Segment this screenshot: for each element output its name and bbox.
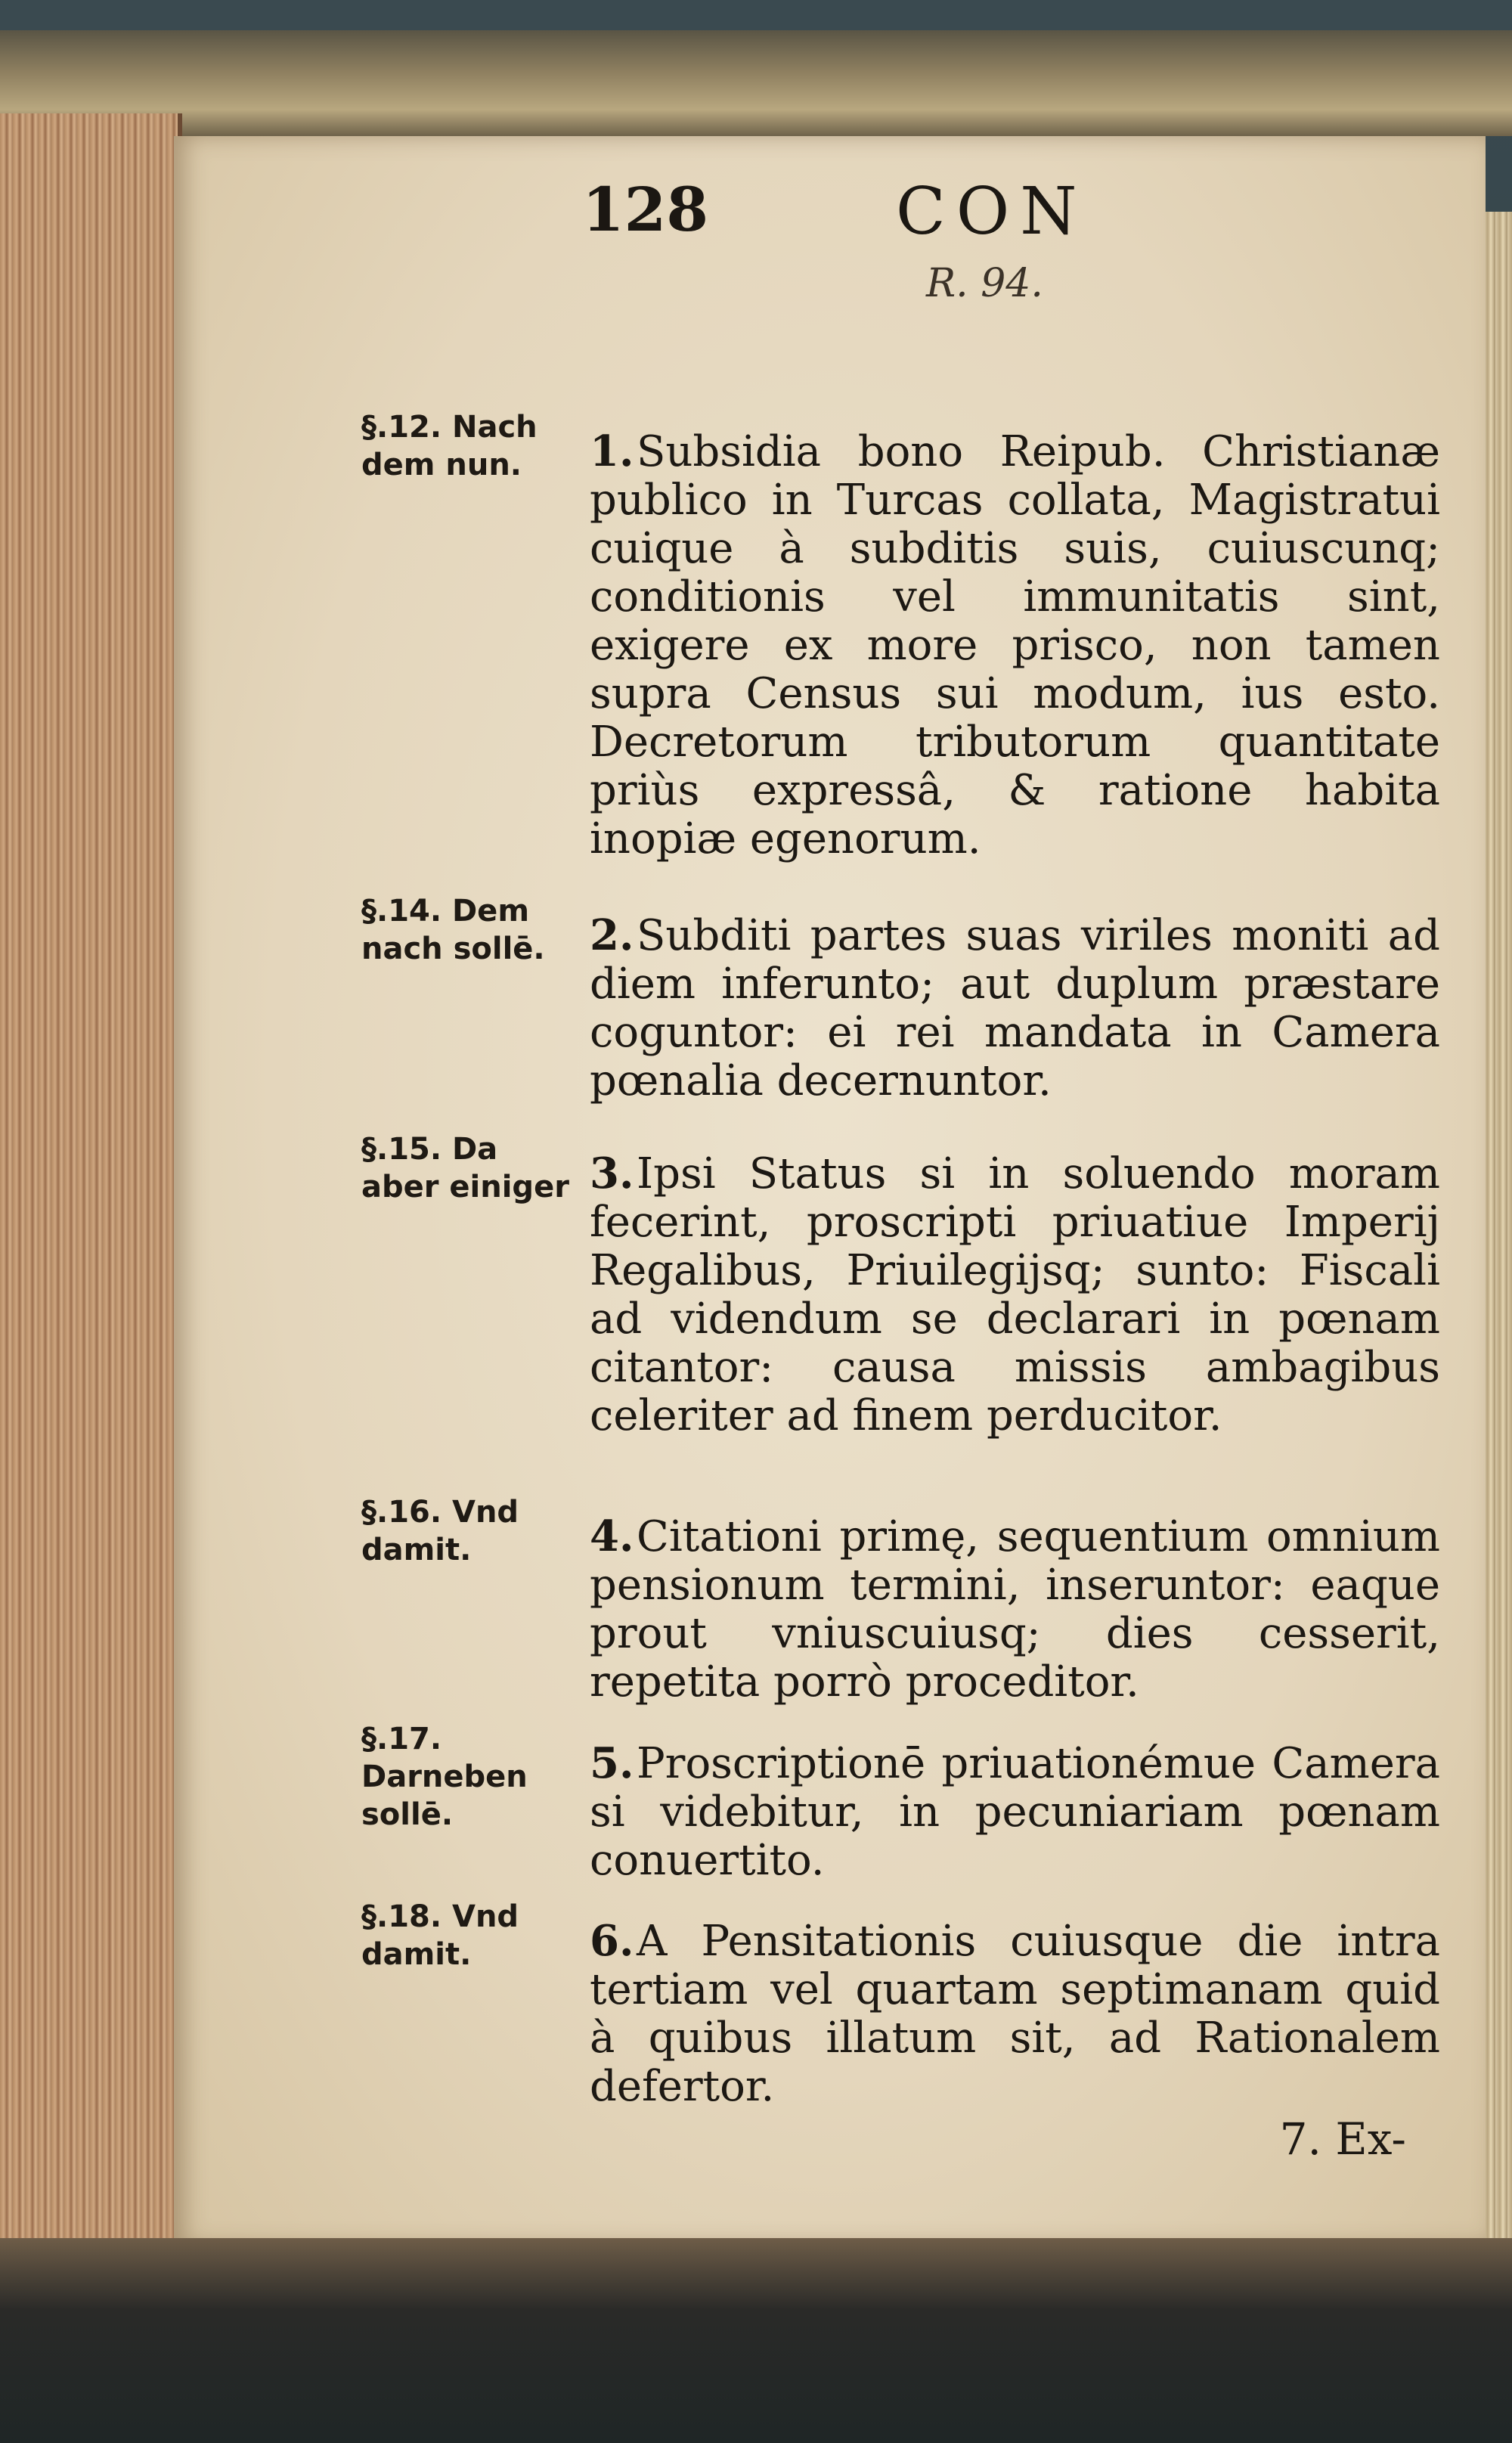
article	[590, 911, 1440, 1105]
article-text: Subditi partes suas viriles moniti ad diem inferunto; aut duplum præstare coguntor: ei rei mandata in Camera pœnalia decernuntor.	[590, 911, 1440, 1105]
article	[590, 1917, 1440, 2111]
article-number: 6.	[590, 1916, 634, 1966]
page-block-left	[0, 113, 182, 2246]
article-text: Proscriptionē priuationémue Camera si videbitur, in pecuniariam pœnam conuertito.	[590, 1739, 1440, 1885]
page-number: 128	[582, 174, 708, 245]
article	[590, 1512, 1440, 1707]
article	[590, 1739, 1440, 1885]
article-text: A Pensitationis cuiusque die intra tertiam vel quartam septimanam quid à quibus illatum sit, ad Rationalem defertor.	[590, 1917, 1440, 2111]
page-header	[0, 174, 1512, 306]
running-head: CON	[896, 174, 1088, 250]
margin-note: §.16. Vnd damit.	[361, 1495, 519, 1567]
book-bottom-edge	[0, 2238, 1512, 2443]
article-number: 5.	[590, 1738, 634, 1788]
article-text: Citationi primę, sequentium omnium pensionum termini, inseruntor: eaque prout vniuscuiusq; dies cesserit, repetita porrò proceditor.	[590, 1512, 1440, 1707]
margin-note: §.15. Da aber einiger	[361, 1132, 569, 1204]
article-number: 4.	[590, 1511, 634, 1561]
margin-note: §.12. Nach dem nun.	[361, 410, 538, 482]
article-text: Ipsi Status si in soluendo moram fecerint, proscripti priuatiue Imperij Regalibus, Priuilegijsq; sunto: Fiscali ad videndum se declarari in pœnam citantor: causa missis ambagibus celeriter ad finem perducitor.	[590, 1149, 1440, 1440]
article	[590, 1149, 1440, 1440]
article-number: 3.	[590, 1149, 634, 1198]
article-text: Subsidia bono Reipub. Christianæ publico in Turcas collata, Magistratui cuique à subditis suis, cuiuscunq; conditionis vel immunitatis sint, exigere ex more prisco, non tamen supra Census sui modum, ius esto. Decretorum tributorum quantitate priùs expressâ, & ratione habita inopiæ egenorum.	[590, 427, 1440, 863]
handwritten-note: R. 94.	[926, 261, 1043, 306]
article-number: 2.	[590, 910, 634, 960]
margin-note: §.17. Darneben sollē.	[361, 1722, 528, 1832]
article-number: 1.	[590, 426, 634, 476]
margin-note: §.14. Dem nach sollē.	[361, 894, 545, 966]
book-cover-top	[0, 30, 1512, 136]
article	[590, 427, 1440, 863]
catchword: 7. Ex-	[1279, 2113, 1406, 2165]
margin-note: §.18. Vnd damit.	[361, 1899, 519, 1972]
